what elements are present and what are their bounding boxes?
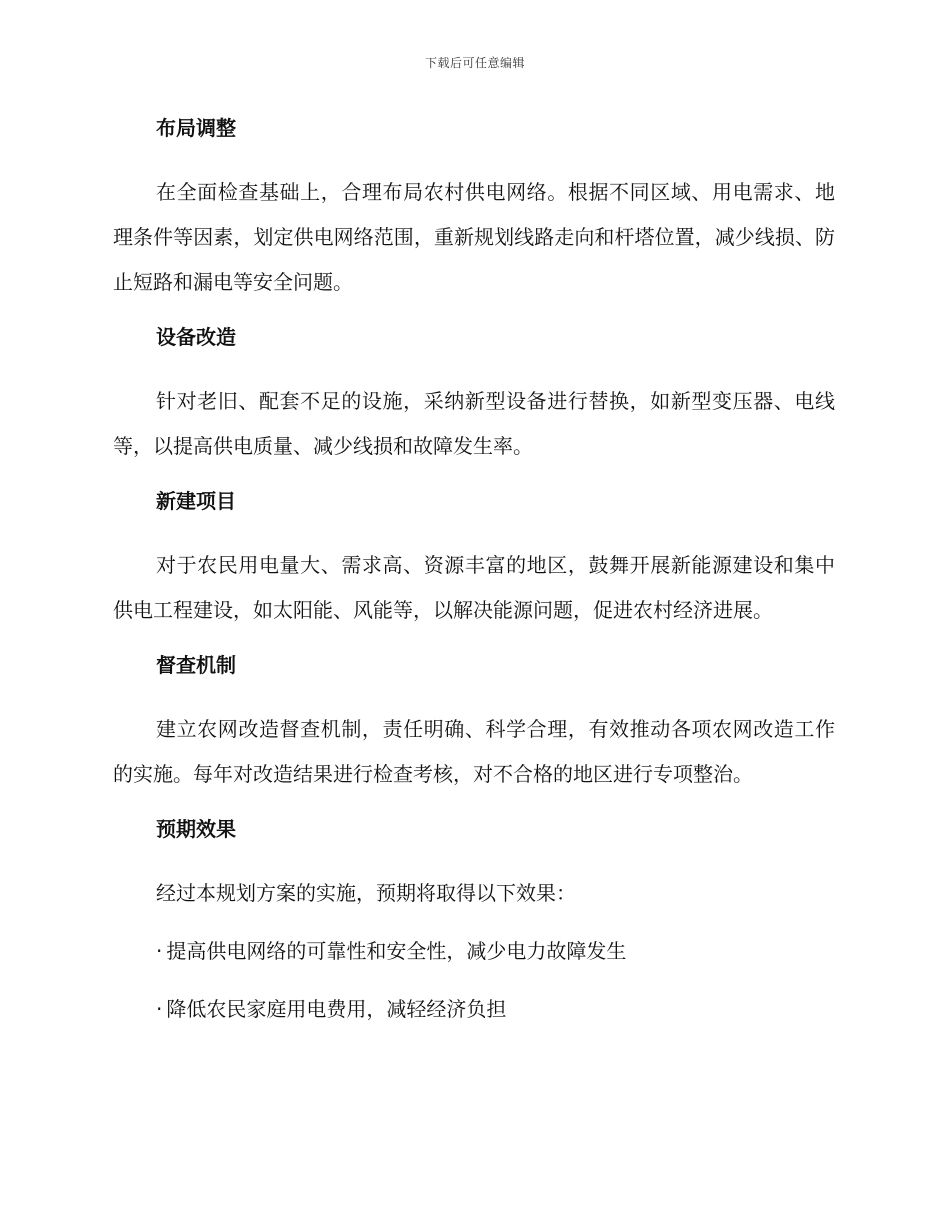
section-paragraph-equipment: 针对老旧、配套不足的设施，采纳新型设备进行替换，如新型变压器、电线等，以提高供电质量、减少线损和故障发生率。 bbox=[113, 389, 835, 458]
expected-effects-intro: 经过本规划方案的实施，预期将取得以下效果： bbox=[156, 881, 576, 905]
list-item-text: 降低农民家庭用电费用，减轻经济负担 bbox=[166, 997, 507, 1021]
section-heading-supervision: 督查机制 bbox=[156, 653, 236, 677]
list-item bbox=[113, 987, 835, 1032]
document-body bbox=[113, 112, 835, 1045]
section-heading-layout: 布局调整 bbox=[156, 116, 236, 140]
section-heading-equipment: 设备改造 bbox=[156, 325, 236, 349]
list-item bbox=[113, 929, 835, 974]
section-paragraph-supervision: 建立农网改造督查机制，责任明确、科学合理，有效推动各项农网改造工作的实施。每年对改造结果进行检查考核，对不合格的地区进行专项整治。 bbox=[113, 717, 835, 786]
bullet-icon: · bbox=[156, 997, 163, 1021]
bullet-icon: · bbox=[156, 939, 163, 963]
page-header: 下载后可任意编辑 bbox=[424, 56, 525, 70]
section-heading-new-projects: 新建项目 bbox=[156, 489, 236, 513]
list-item-text: 提高供电网络的可靠性和安全性，减少电力故障发生 bbox=[166, 939, 627, 963]
section-paragraph-new-projects: 对于农民用电量大、需求高、资源丰富的地区，鼓舞开展新能源建设和集中供电工程建设，如太阳能、风能等，以解决能源问题，促进农村经济进展。 bbox=[113, 553, 835, 622]
section-paragraph-layout: 在全面检查基础上，合理布局农村供电网络。根据不同区域、用电需求、地理条件等因素，划定供电网络范围，重新规划线路走向和杆塔位置，减少线损、防止短路和漏电等安全问题。 bbox=[113, 180, 835, 294]
section-heading-expected-effects: 预期效果 bbox=[156, 817, 236, 841]
